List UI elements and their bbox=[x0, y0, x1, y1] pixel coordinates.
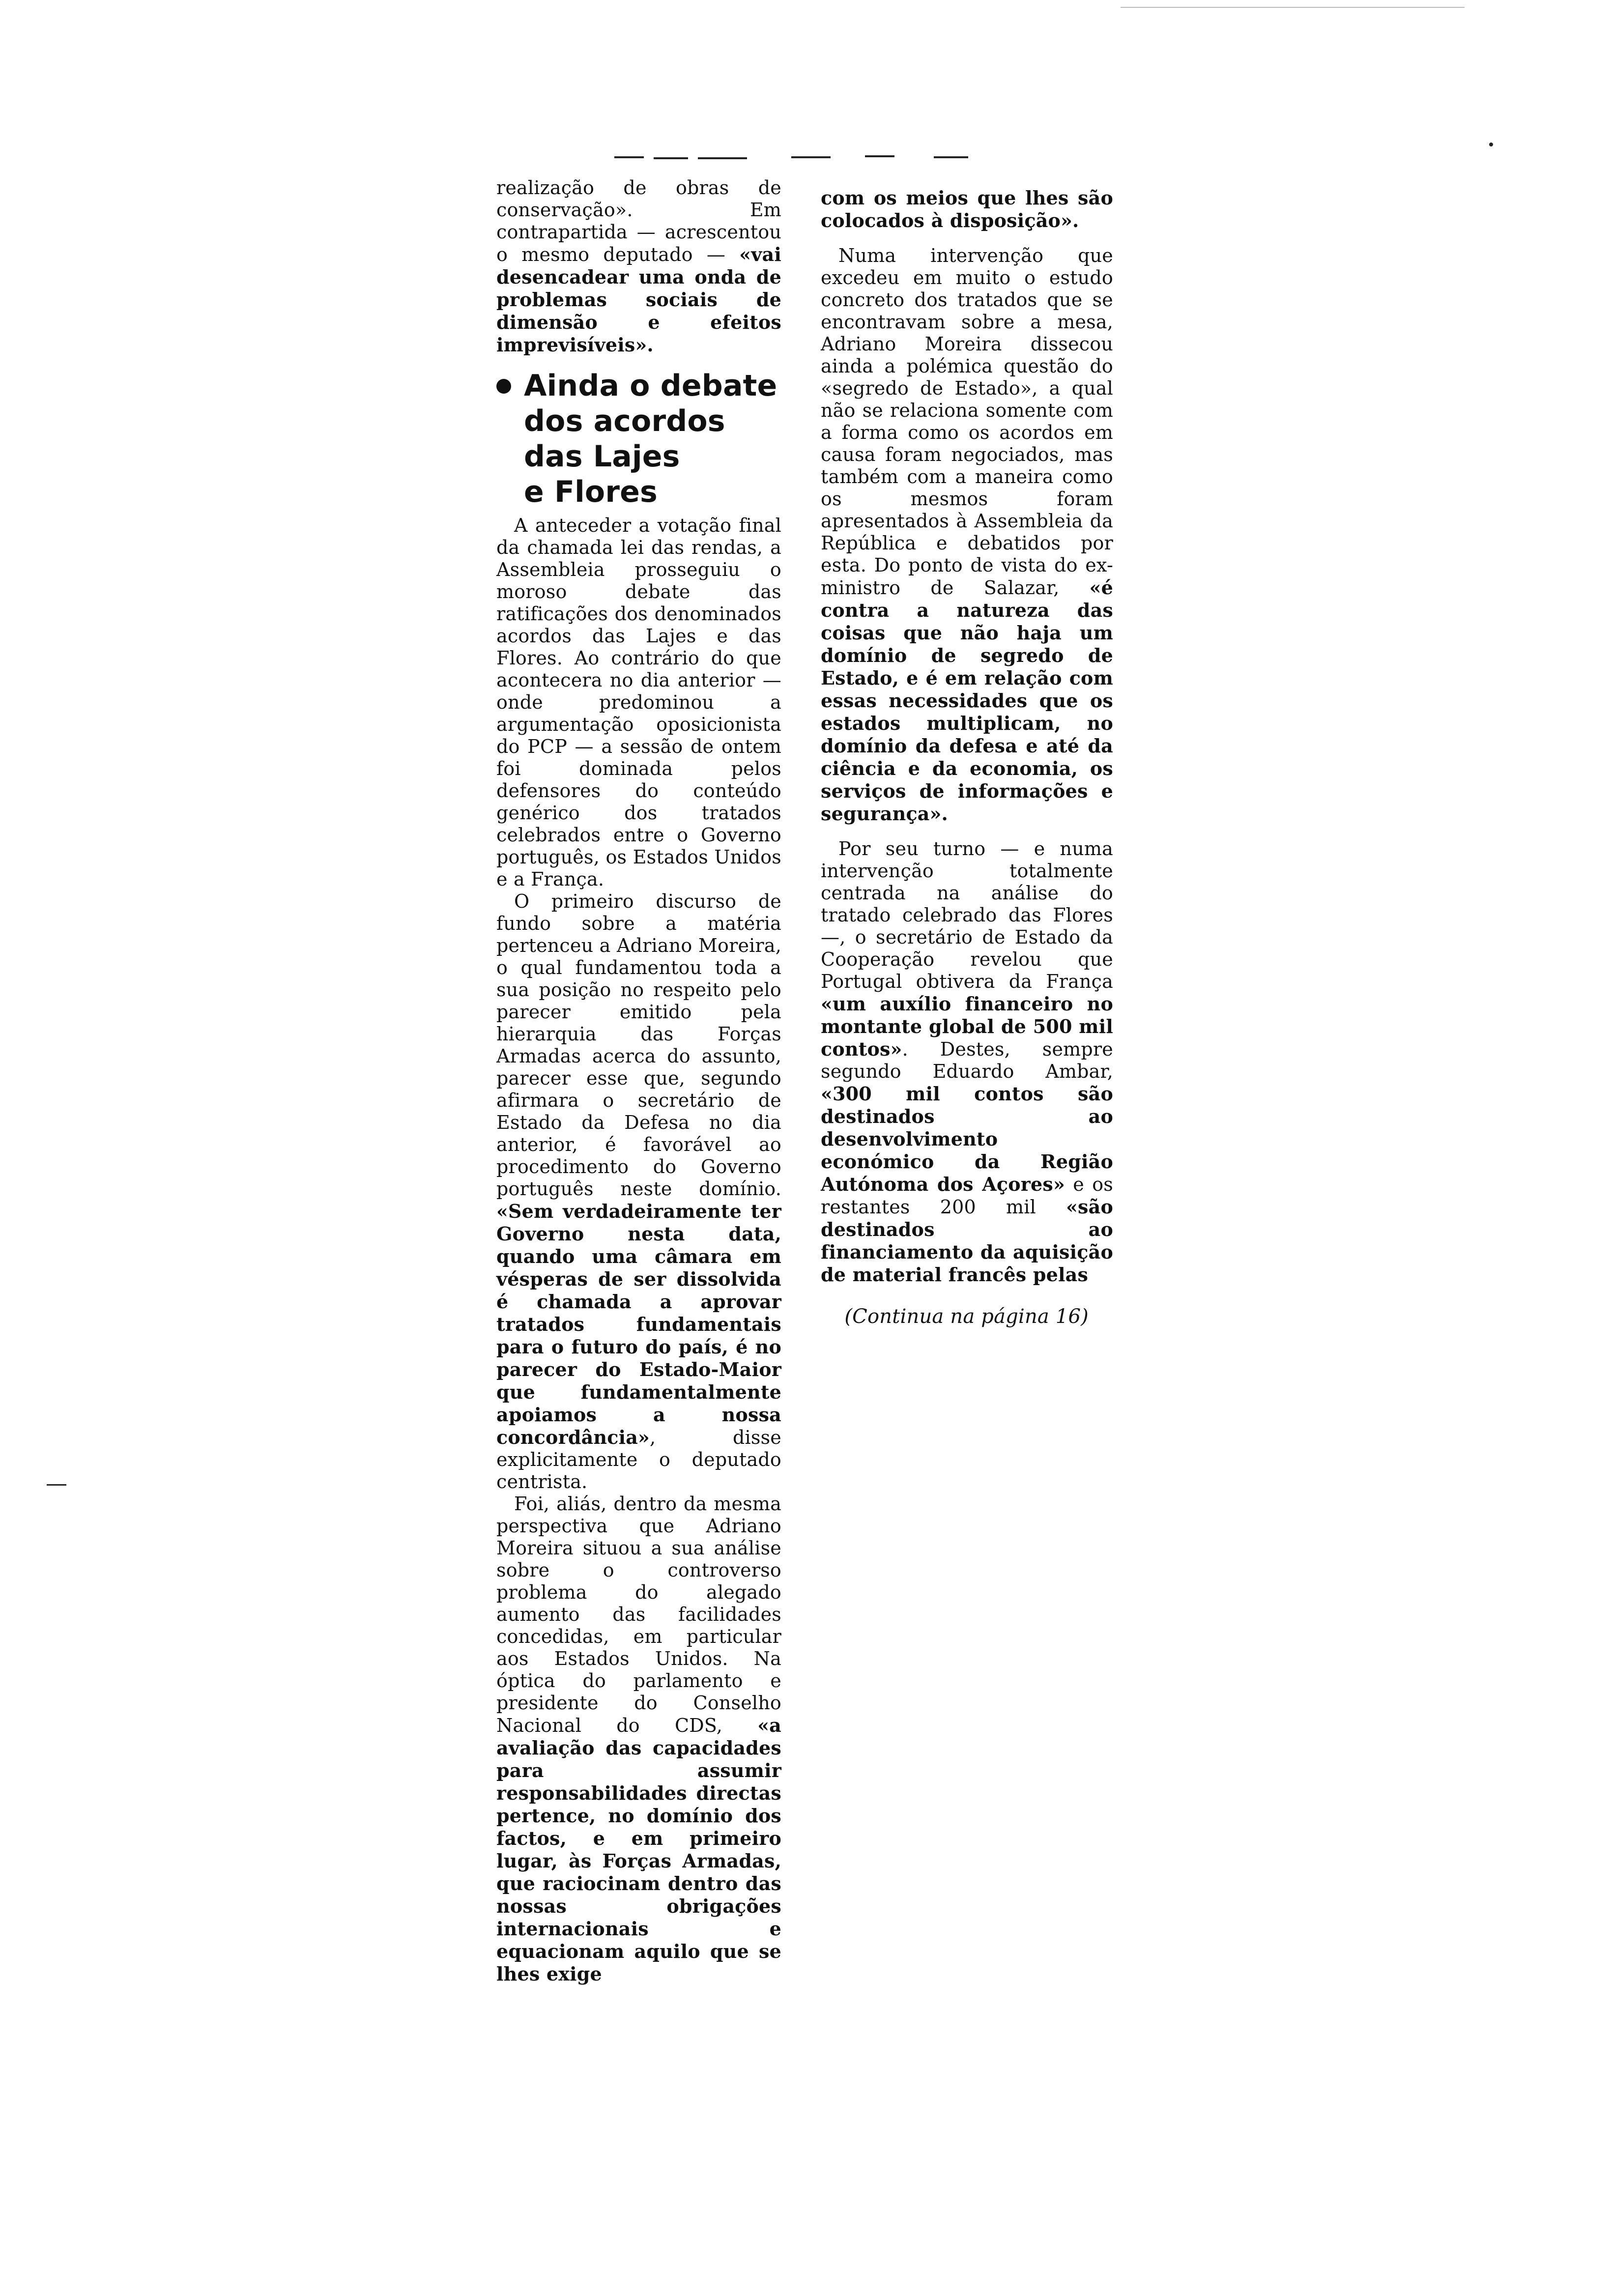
top-rule-mid bbox=[654, 157, 688, 159]
left-paragraph-3-text: Foi, aliás, dentro da mesma perspectiva que Adriano Moreira situou a sua análise sobre o controverso problema do alegado aumento das facilidades concedidas, em particular aos Estados Unidos. Na óptica do parlamento e presidente do Conselho Nacional do CDS, bbox=[496, 1493, 781, 1736]
left-paragraph-2-quote: «Sem verdadeiramente ter Governo nesta data, quando uma câmara em vésperas de ser dissolvida é chamada a aprovar tratados fundamentais para o futuro do país, é no parecer do Estado-Maior que fundamentalmente apoiamos a nossa concordância» bbox=[496, 1200, 781, 1448]
bullet-icon bbox=[496, 379, 511, 394]
top-rule-left bbox=[614, 156, 644, 158]
top-rule-right2 bbox=[865, 155, 894, 157]
left-column bbox=[496, 177, 781, 1985]
section-subheading bbox=[496, 368, 781, 510]
subheading-line-3: das Lajes bbox=[524, 439, 680, 474]
right-paragraph-2-text: Por seu turno — e numa intervenção totalmente centrada na análise do tratado celebrado das Flores —, o secretário de Estado da Cooperação revelou que Portugal obtivera da França bbox=[821, 838, 1113, 992]
right-paragraph-2-quote-2: «300 mil contos são destinados ao desenvolvimento económico da Região Autónoma dos Açores» bbox=[821, 1083, 1113, 1195]
top-rule-far bbox=[934, 156, 968, 158]
right-intro-paragraph bbox=[821, 187, 1113, 232]
left-paragraph-1 bbox=[496, 515, 781, 890]
left-paragraph-2-text-end: , disse explicitamente o deputado centrista. bbox=[496, 1427, 781, 1492]
right-paragraph-2-quote-1: «um auxílio financeiro no montante global de 500 mil contos» bbox=[821, 993, 1113, 1060]
subheading-line-4: e Flores bbox=[524, 475, 658, 509]
right-paragraph-1-text: Numa intervenção que excedeu em muito o estudo concreto dos tratados que se encontravam sobre a mesa, Adriano Moreira dissecou ainda a polémica questão do «segredo de Estado», a qual não se relaciona somente com a forma como os acordos em causa foram negociados, mas também com a maneira como os mesmos foram apresentados à Assembleia da República e debatidos por esta. Do ponto de vista do ex-ministro de Salazar, bbox=[821, 245, 1113, 599]
left-paragraph-2-text: O primeiro discurso de fundo sobre a matéria pertenceu a Adriano Moreira, o qual fundamentou toda a sua posição no respeito pelo parecer emitido pela hierarquia das Forças Armadas acerca do assunto, parecer esse que, segundo afirmara o secretário de Estado da Defesa no dia anterior, é favorável ao procedimento do Governo português neste domínio. bbox=[496, 890, 781, 1200]
page-top-line bbox=[1121, 7, 1465, 8]
right-paragraph-2-quote-3: «são destinados ao financiamento da aquisição de material francês pelas bbox=[821, 1196, 1113, 1286]
subheading-line-2: dos acordos bbox=[524, 404, 725, 438]
top-rule-mid2 bbox=[698, 157, 747, 159]
right-column bbox=[821, 187, 1113, 1328]
left-intro-paragraph bbox=[496, 177, 781, 356]
left-intro-quote: «vai desencadear uma onda de problemas sociais de dimensão e efeitos imprevisíveis». bbox=[496, 243, 781, 356]
left-paragraph-2 bbox=[496, 890, 781, 1493]
right-paragraph-1-quote: «é contra a natureza das coisas que não haja um domínio de segredo de Estado, e é em relação com essas necessidades que os estados multiplicam, no domínio da defesa e até da ciência e da economia, os serviços de informações e segurança». bbox=[821, 576, 1113, 825]
continuation-note: (Continua na página 16) bbox=[844, 1305, 1089, 1328]
left-paragraph-3-quote: «a avaliação das capacidades para assumir responsabilidades directas pertence, no domínio dos factos, e em primeiro lugar, às Forças Armadas, que raciocinam dentro das nossas obrigações internacionais e equacionam aquilo que se lhes exige bbox=[496, 1714, 781, 1985]
right-paragraph-2-text-3: e os restantes 200 mil bbox=[821, 1174, 1114, 1218]
right-paragraph-1 bbox=[821, 245, 1113, 825]
right-paragraph-2-text-2: . Destes, sempre segundo Eduardo Ambar, bbox=[821, 1038, 1113, 1082]
right-intro-quote: com os meios que lhes são colocados à disposição». bbox=[821, 187, 1113, 231]
left-paragraph-1-text: A anteceder a votação final da chamada lei das rendas, a Assembleia prosseguiu o moroso debate das ratificações dos denominados acordos das Lajes e das Flores. Ao contrário do que acontecera no dia anterior — onde predominou a argumentação oposicionista do PCP — a sessão de ontem foi dominada pelos defensores do conteúdo genérico dos tratados celebrados entre o Governo português, os Estados Unidos e a França. bbox=[496, 515, 781, 890]
subheading-line-1: Ainda o debate bbox=[524, 369, 777, 403]
right-paragraph-2 bbox=[821, 838, 1113, 1286]
margin-speck bbox=[1489, 143, 1493, 146]
left-paragraph-3 bbox=[496, 1493, 781, 1985]
left-margin-dash bbox=[47, 1484, 66, 1486]
left-intro-text: realização de obras de conservação». Em contrapartida — acrescentou o mesmo deputado — bbox=[496, 177, 781, 265]
top-rule-right bbox=[791, 156, 831, 158]
